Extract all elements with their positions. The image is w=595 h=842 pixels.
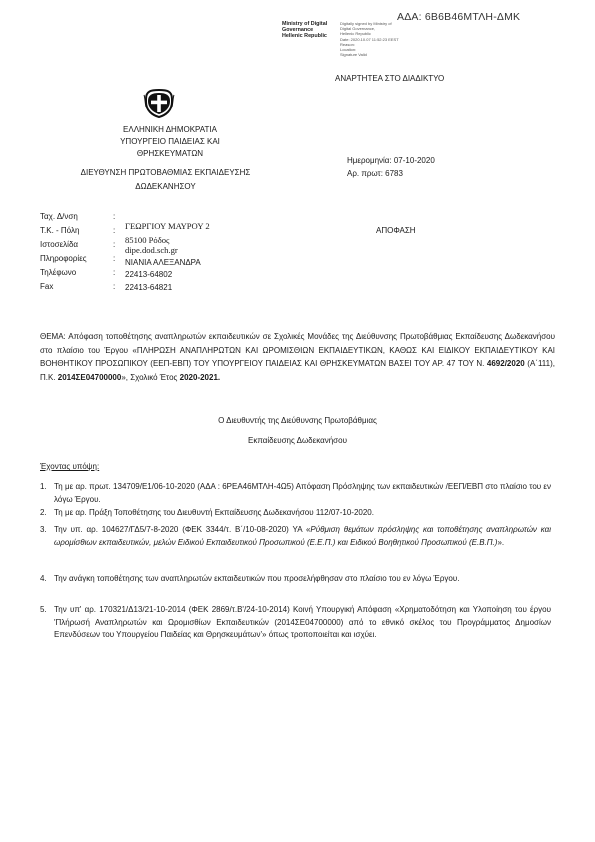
signature-detail-line: Digitally signed by Ministry of — [340, 21, 392, 26]
signer-line: Governance — [282, 27, 314, 34]
contact-value: 22413-64802 — [125, 270, 173, 279]
subject-school-year: 2020-2021. — [179, 372, 221, 382]
contact-separator: : — [113, 240, 116, 249]
contact-value: ΝΙΑΝΙΑ ΑΛΕΞΑΝΔΡΑ — [125, 258, 201, 267]
list-item-text: Την υπ' αρ. 170321/Δ13/21-10-2014 (ΦΕΚ 2869/τ.Β'/24-10-2014) Κοινή Υπουργική Απόφαση «Χρηματοδότηση και Υλοποίηση του έργου 'Πλήρωσή Αναπληρωτών και Ωρομισθίων Εκπαιδευτικών (2014ΣΕ04700000) από το εθνικό σκέλος του Προγράμματος Δημοσίων Επενδύσεων του Υπουργείου Παιδείας και Θρησκευμάτων'» όπως τροποποιείται και ισχύει. — [54, 605, 551, 639]
contact-separator: : — [113, 226, 116, 235]
contact-separator: : — [113, 212, 116, 221]
republic-name: ΕΛΛΗΝΙΚΗ ΔΗΜΟΚΡΑΤΙΑ — [123, 125, 217, 134]
signature-detail-line: Location: — [340, 47, 357, 53]
list-item-text: Την ανάγκη τοποθέτησης των αναπληρωτών εκπαιδευτικών που προσελήφθησαν στο πλαίσιο του εν λόγω Έργου. — [54, 574, 460, 583]
contact-separator: : — [113, 282, 116, 291]
signer-line: Hellenic Republic — [282, 33, 327, 40]
ada-code: ΑΔΑ: 6Β6Β46ΜΤΛΗ-ΔΜΚ — [397, 11, 521, 23]
director-title-continued: Εκπαίδευσης Δωδεκανήσου — [248, 436, 347, 445]
contact-separator: : — [113, 254, 116, 263]
signer-line: Ministry of Digital — [282, 21, 328, 27]
list-item-number: 5. — [40, 605, 47, 614]
date-block — [347, 154, 435, 180]
contact-label: Ταχ. Δ/νση — [40, 212, 78, 221]
list-item-text: Τη με αρ. Πράξη Τοποθέτησης του Διευθυντή Εκπαίδευσης Δωδεκανήσου 112/07-10-2020. — [54, 508, 374, 517]
contact-value: 85100 Ρόδος — [125, 235, 170, 245]
digital-signature-details — [340, 21, 399, 57]
list-item-number: 3. — [40, 525, 47, 534]
contact-separator: : — [113, 268, 116, 277]
contact-label: Τ.Κ. - Πόλη — [40, 226, 80, 235]
website-link[interactable]: dipe.dod.sch.gr — [125, 245, 178, 255]
contact-label: Πληροφορίες — [40, 254, 87, 263]
directorate-name: ΔΙΕΥΘΥΝΣΗ ΠΡΩΤΟΒΑΘΜΙΑΣ ΕΚΠΑΙΔΕΥΣΗΣ — [80, 168, 251, 177]
contact-value: ΓΕΩΡΓΙΟΥ ΜΑΥΡΟΥ 2 — [125, 221, 210, 231]
issuer-block — [90, 124, 250, 160]
signature-detail-line: Reason: — [340, 41, 355, 47]
signature-detail-line: Signature Valid — [340, 52, 367, 58]
list-item-text: Τη με αρ. πρωτ. 134709/Ε1/06-10-2020 (ΑΔΑ : 6ΡΕΑ46ΜΤΛΗ-4Ω5) Απόφαση Πρόσληψης των εκπαιδευτικών /ΕΕΠ/ΕΒΠ στο πλαίσιο του εν λόγω Έργου. — [54, 482, 551, 504]
list-item-number: 1. — [40, 482, 47, 491]
decision-title: ΑΠΟΦΑΣΗ — [376, 226, 416, 235]
directorate-region: ΔΩΔΕΚΑΝΗΣΟΥ — [135, 182, 196, 191]
list-item-text-part: ». — [497, 537, 505, 547]
list-item-number: 4. — [40, 574, 47, 583]
contact-label: Fax — [40, 282, 54, 291]
ministry-name: ΥΠΟΥΡΓΕΙΟ ΠΑΙΔΕΙΑΣ ΚΑΙ ΘΡΗΣΚΕΥΜΑΤΩΝ — [120, 137, 220, 158]
document-date: Ημερομηνία: 07-10-2020 — [347, 156, 435, 165]
subject-law-number: 4692/2020 — [486, 359, 525, 368]
contact-value: 22413-64821 — [125, 283, 173, 292]
signature-detail-line: Date: 2020.10.07 11:52:23 EEST — [340, 36, 399, 42]
list-item-italic-title: Ρύθμιση θεμάτων πρόσληψης και τοποθέτησης αναπληρωτών και ωρομίσθιων εκπαιδευτικών, μελών Ειδικού Εκπαιδευτικού Προσωπικού (Ε.Ε.Π.) και Ειδικού Βοηθητικού Προσωπικού (Ε.Β.Π.) — [54, 525, 551, 547]
contact-label: Ιστοσελίδα — [40, 240, 79, 249]
protocol-number: Αρ. πρωτ: 6783 — [347, 169, 403, 178]
publish-notice: ΑΝΑΡΤΗΤΕΑ ΣΤΟ ΔΙΑΔΙΚΤΥΟ — [335, 74, 445, 83]
directorate-block — [63, 166, 268, 194]
list-item-text — [54, 524, 551, 549]
subject-text: (Α΄111), Π.Κ. — [40, 359, 555, 382]
contact-label: Τηλέφωνο — [40, 268, 77, 277]
subject-text: », Σχολικό Έτος — [121, 372, 180, 382]
signature-detail-line: Digital Governance, — [340, 26, 376, 32]
subject-project-code: 2014ΣΕ04700000 — [57, 372, 122, 382]
coat-of-arms-icon — [143, 87, 175, 119]
list-item-number: 2. — [40, 508, 47, 517]
subject-paragraph — [40, 330, 555, 384]
director-title: Ο Διευθυντής της Διεύθυνσης Πρωτοβάθμιας — [218, 416, 377, 425]
list-item-text-part: Την υπ. αρ. 104627/ΓΔ5/7-8-2020 (ΦΕΚ 3344/τ. Β΄/10-08-2020) ΥΑ « — [54, 525, 311, 534]
signature-detail-line: Hellenic Republic — [340, 31, 371, 37]
digital-signature-signer — [282, 21, 327, 40]
subject-text: ΘΕΜΑ: Απόφαση τοποθέτησης αναπληρωτών εκπαιδευτικών σε Σχολικές Μονάδες της Διεύθυνσης Πρωτοβάθμιας Εκπαίδευσης Δωδεκανήσου στο πλαίσιο του Έργου «ΠΛΗΡΩΣΗ ΑΝΑΠΛΗΡΩΤΩΝ ΚΑΙ ΩΡΟΜΙΣΘΙΩΝ ΕΚΠΑΙΔΕΥΤΙΚΩΝ, ΚΑΘΩΣ ΚΑΙ ΕΙΔΙΚΟΥ ΕΚΠΑΙΔΕΥΤΙΚΟΥ ΚΑΙ ΒΟΗΘΗΤΙΚΟΥ ΠΡΟΣΩΠΙΚΟΥ (ΕΕΠ-ΕΒΠ) ΤΟΥ ΥΠΟΥΡΓΕΙΟΥ ΠΑΙΔΕΙΑΣ ΚΑΙ ΘΡΗΣΚΕΥΜΑΤΩΝ ΒΑΣΕΙ ΤΟΥ ΑΡ. 47 ΤΟΥ Ν. — [40, 332, 555, 368]
having-considered-heading: Έχοντας υπόψη: — [40, 462, 100, 471]
